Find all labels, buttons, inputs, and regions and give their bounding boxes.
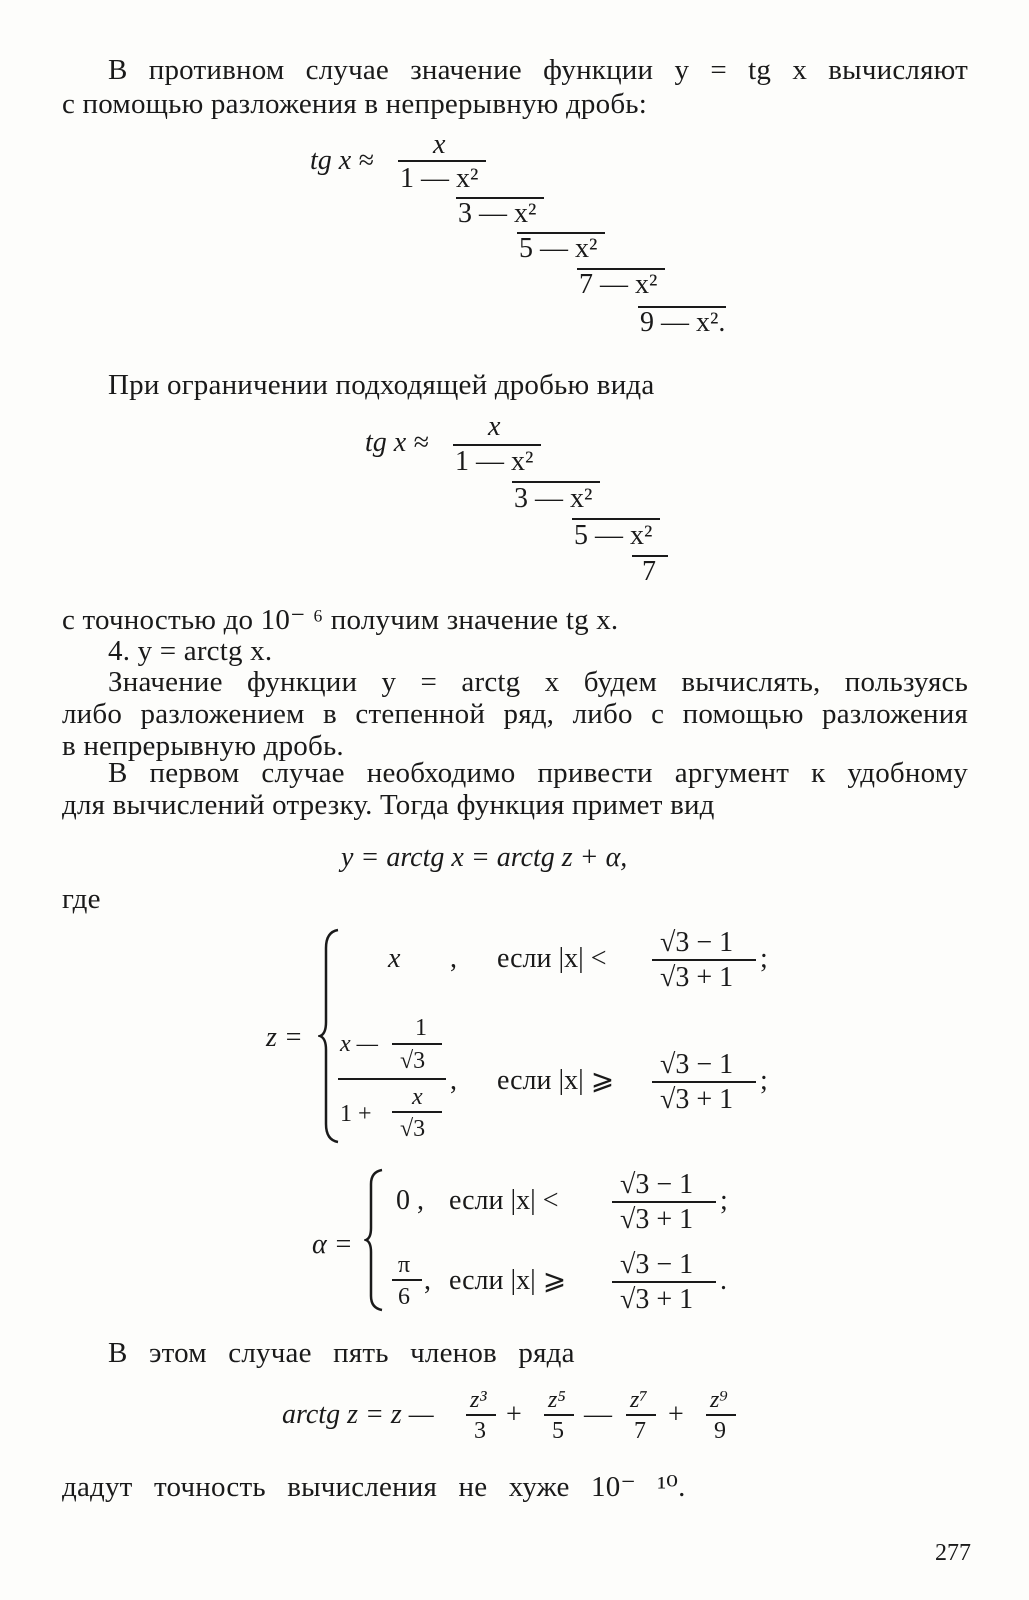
text-line: с точностью до 10⁻ ⁶ получим значение tg x. (62, 604, 619, 636)
plus: + (506, 1399, 522, 1430)
text-line: для вычислений отрезку. Тогда функция примет вид (62, 789, 715, 821)
left-brace (364, 1168, 386, 1312)
period: . (720, 1265, 727, 1296)
series-lhs: arctg z = z — (282, 1399, 434, 1430)
frac-den: √3 + 1 (620, 1204, 694, 1235)
denominator-1: 1 — x² (400, 163, 479, 194)
z-lhs: z = (266, 1022, 303, 1053)
fraction-bar (652, 959, 756, 961)
text-line: дадут точность вычисления не хуже 10⁻ ¹⁰. (62, 1471, 686, 1503)
pi: π (398, 1252, 411, 1278)
semicolon: ; (760, 1065, 768, 1096)
text-line: При ограничении подходящей дробью вида (108, 369, 655, 401)
denominator-3: 3 — x² (458, 198, 537, 229)
denominator-9: 9 — x². (640, 307, 726, 338)
denominator-3: 3 — x² (514, 483, 593, 514)
fraction-bar (392, 1043, 442, 1045)
x-minus: x — (340, 1031, 378, 1057)
item-heading: 4. y = arctg x. (108, 635, 273, 667)
text-line: с помощью разложения в непрерывную дробь: (62, 88, 647, 120)
denominator-7: 7 — x² (579, 269, 658, 300)
text-line: в непрерывную дробь. (62, 730, 344, 762)
comma: , (424, 1265, 431, 1296)
frac-den: √3 + 1 (660, 1084, 734, 1115)
text-line: В первом случае необходимо привести аргумент к удобному (108, 757, 968, 789)
frac-den: √3 + 1 (660, 962, 734, 993)
semicolon: ; (760, 943, 768, 974)
numerator: x (488, 411, 501, 442)
numerator: x (433, 129, 446, 160)
frac-num: √3 − 1 (620, 1169, 694, 1200)
z3: z³ (470, 1387, 487, 1413)
condition-ge: если |x| ⩾ (449, 1265, 567, 1296)
comma: , (450, 1065, 457, 1096)
nine: 9 (714, 1418, 726, 1444)
frac-num: √3 − 1 (620, 1249, 694, 1280)
one-plus: 1 + (340, 1101, 372, 1127)
denominator-7: 7 (642, 556, 656, 587)
text-line: В противном случае значение функции y = tg x вычисляют (108, 54, 968, 86)
alpha-lhs: α = (312, 1229, 353, 1260)
arctg-formula: y = arctg x = arctg z + α, (341, 842, 628, 873)
three: 3 (474, 1418, 486, 1444)
five: 5 (552, 1418, 564, 1444)
page-number: 277 (935, 1540, 971, 1566)
tg-lhs: tg x ≈ (310, 145, 374, 176)
z5: z⁵ (548, 1387, 566, 1413)
inner-num: 1 (415, 1015, 427, 1041)
semicolon: ; (720, 1185, 728, 1216)
denominator-5: 5 — x² (519, 233, 598, 264)
fraction-bar (398, 160, 486, 162)
z7: z⁷ (630, 1387, 648, 1413)
text-line: где (62, 883, 101, 915)
inner-den: √3 (400, 1048, 426, 1074)
left-brace (318, 928, 342, 1144)
fraction-bar (612, 1281, 716, 1283)
plus: + (668, 1399, 684, 1430)
inner-den: √3 (400, 1116, 426, 1142)
text-line: Значение функции y = arctg x будем вычислять, пользуясь (108, 666, 968, 698)
condition-lt: если |x| < (497, 943, 607, 974)
frac-den: √3 + 1 (620, 1284, 694, 1315)
frac-num: √3 − 1 (660, 927, 734, 958)
seven: 7 (634, 1418, 646, 1444)
tg-lhs: tg x ≈ (365, 427, 429, 458)
fraction-bar (392, 1279, 422, 1281)
condition-lt: если |x| < (449, 1185, 559, 1216)
fraction-bar (612, 1201, 716, 1203)
denominator-5: 5 — x² (574, 520, 653, 551)
minus: — (584, 1399, 612, 1430)
six: 6 (398, 1284, 410, 1310)
fraction-bar (652, 1081, 756, 1083)
denominator-1: 1 — x² (455, 446, 534, 477)
text-line: либо разложением в степенной ряд, либо с помощью разложения (62, 698, 968, 730)
main-fraction-bar (338, 1078, 446, 1080)
z9: z⁹ (710, 1387, 728, 1413)
comma: , (450, 943, 457, 974)
frac-num: √3 − 1 (660, 1049, 734, 1080)
inner-num: x (412, 1084, 423, 1110)
case1-value: 0 , (396, 1185, 424, 1216)
text-line: В этом случае пять членов ряда (108, 1337, 575, 1369)
case1-value: x (388, 943, 401, 974)
fraction-bar (392, 1111, 442, 1113)
condition-ge: если |x| ⩾ (497, 1065, 615, 1096)
